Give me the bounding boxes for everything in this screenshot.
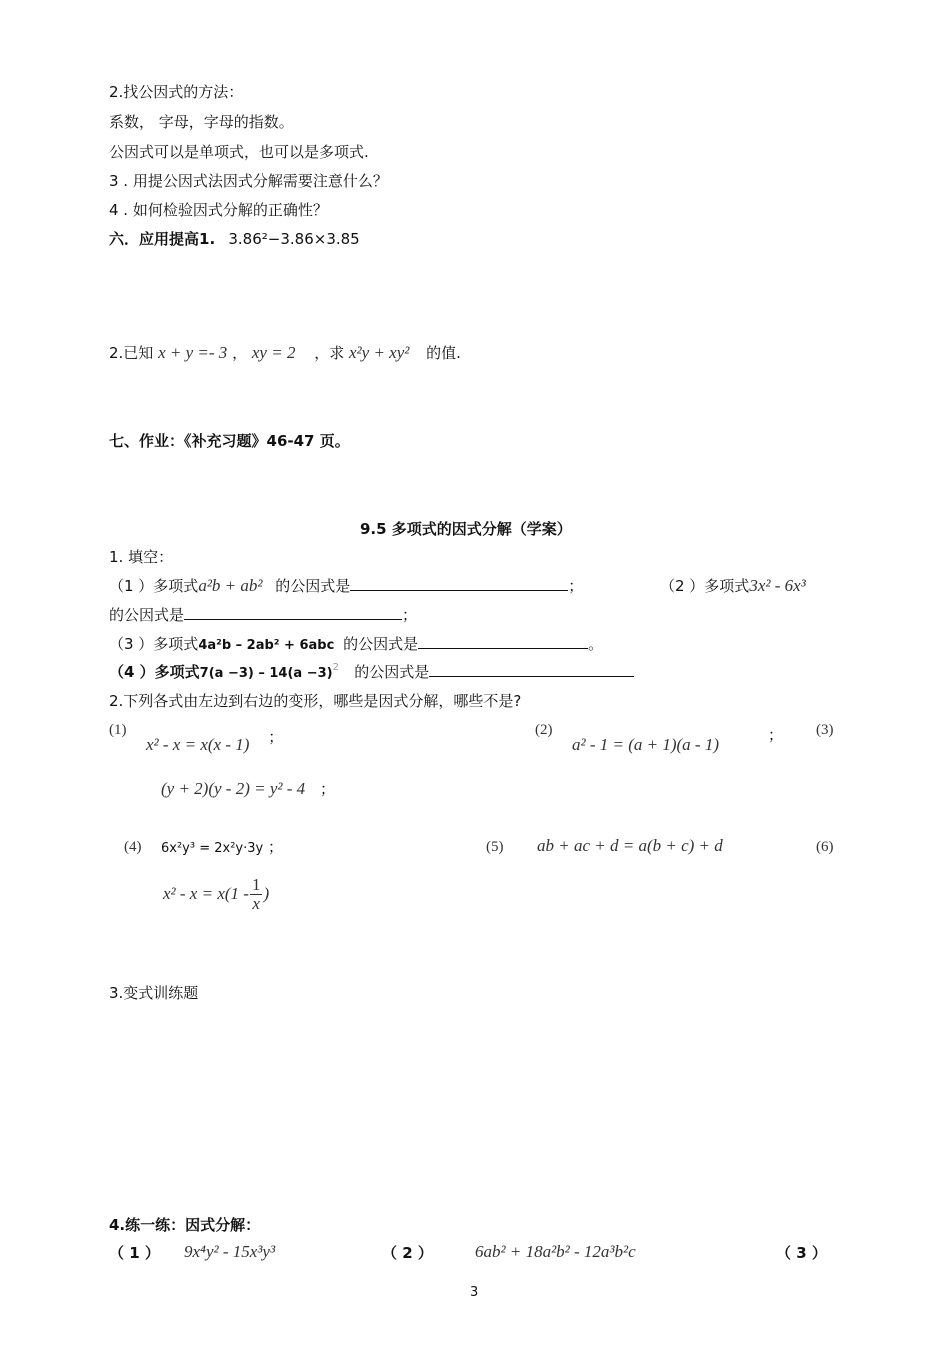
- fill-1-tail: 的公因式是: [275, 577, 351, 595]
- transform-3: [161, 779, 335, 799]
- practice-1: [184, 1242, 275, 1262]
- q2-suffix: 的值.: [426, 344, 461, 362]
- transform-6: [163, 870, 269, 918]
- transform-1-number: (1): [109, 722, 127, 738]
- fill-3-end: 。: [588, 635, 604, 653]
- transform-4-expression: 6x²y³ = 2x²y·3y: [161, 841, 264, 856]
- fill-4-label: （4 ）多项式: [109, 663, 200, 681]
- fill-3-tail: 的公因式是: [343, 635, 419, 653]
- transform-6-number: (6): [816, 839, 834, 855]
- fill-4-expression: 7(a −3) – 14(a −3): [199, 666, 333, 681]
- fill-2-expression: 3x² - 6x³: [749, 576, 806, 595]
- transform-3-number: (3): [816, 722, 834, 738]
- transform-5-number: (5): [486, 839, 504, 855]
- fill-4: （4 ）多项式$7(a -3) - 14(a -3)^2$ 的公因式是: [109, 662, 634, 684]
- q2-target: x²y + xy²: [349, 343, 410, 362]
- section-6-heading: [109, 229, 360, 249]
- fill-1-label: （1 ）多项式: [109, 577, 199, 595]
- fill-3-blank[interactable]: [418, 634, 588, 649]
- transform-4-separator: ；: [268, 838, 284, 856]
- transform-2: [572, 735, 719, 755]
- transform-heading: 2.下列各式由左边到右边的变形，哪些是因式分解，哪些不是?: [109, 692, 522, 710]
- fill-3-expression: 4a²b – 2ab² + 6abc: [198, 638, 335, 653]
- fill-1-blank[interactable]: [350, 576, 568, 591]
- practice-3-number: （ 3 ）: [776, 1244, 827, 1262]
- variant-heading: 3.变式训练题: [109, 984, 199, 1002]
- method-line-2: 公因式可以是单项式，也可以是多项式.: [109, 143, 369, 161]
- transform-3-expression: (y + 2)(y - 2) = y² - 4: [161, 779, 306, 798]
- practice-1-number: （ 1 ）: [109, 1244, 160, 1262]
- section-6-q2: 2.已知 x + y =- 3 ， xy = 2 ，求 x²y + xy² 的值.: [109, 343, 461, 362]
- fill-4-blank[interactable]: [429, 662, 634, 677]
- transform-6-denominator: x: [252, 893, 260, 913]
- transform-2-expression: a² - 1 = (a + 1)(a - 1): [572, 735, 720, 754]
- fill-1: [109, 576, 583, 596]
- method-heading: 2.找公因式的方法：: [109, 83, 244, 101]
- practice-2: [475, 1242, 636, 1262]
- question-4: 4 . 如何检验因式分解的正确性？: [109, 201, 328, 219]
- transform-2-number: (2): [535, 722, 553, 738]
- transform-5: [537, 836, 723, 856]
- section-6-q1-expression: 3.86²−3.86×3.85: [228, 230, 360, 248]
- fill-heading: 1. 填空：: [109, 548, 174, 566]
- practice-2-number: （ 2 ）: [382, 1244, 433, 1262]
- method-line-1: 系数， 字母，字母的指数。: [109, 113, 294, 131]
- worksheet-title: 9.5 多项式的因式分解（学案）: [360, 520, 572, 538]
- transform-3-separator: ；: [319, 780, 335, 798]
- practice-heading: 4.练一练：因式分解：: [109, 1216, 261, 1234]
- q2-condition-2: xy = 2: [251, 343, 296, 362]
- fill-2-separator: ；: [402, 606, 418, 624]
- fill-2-continued: [109, 605, 417, 625]
- q2-condition-1: x + y =- 3: [158, 343, 228, 362]
- transform-4: [161, 837, 283, 859]
- homework-line: 七、作业：《补充习题》46-47 页。: [109, 432, 350, 450]
- transform-1: [146, 728, 284, 755]
- transform-6-fraction: [250, 876, 263, 913]
- transform-5-expression: ab + ac + d = a(b + c) + d: [537, 836, 723, 855]
- fill-4-tail: 的公因式是: [354, 663, 430, 681]
- question-3: 3 . 用提公因式法因式分解需要注意什么？: [109, 172, 388, 190]
- transform-1-separator: ；: [268, 728, 284, 746]
- practice-1-expression: 9x⁴y² - 15x³y³: [184, 1242, 276, 1261]
- transform-6-lhs: x² - x = x(1 -: [163, 884, 249, 903]
- fill-2: [660, 576, 806, 596]
- fill-3-label: （3 ）多项式: [109, 635, 199, 653]
- page-number: 3: [470, 1285, 479, 1300]
- section-6-title: 六．应用提高1.: [109, 230, 216, 248]
- fill-1-separator: ；: [568, 577, 584, 595]
- fill-2-tail: 的公因式是: [109, 606, 185, 624]
- q2-prefix: 2.已知: [109, 344, 154, 362]
- fill-3: [109, 634, 603, 656]
- transform-6-close: ): [263, 884, 270, 903]
- transform-2-separator: ；: [768, 726, 784, 744]
- practice-2-expression: 6ab² + 18a²b² - 12a³b²c: [475, 1242, 636, 1261]
- q2-mid: ，求: [314, 344, 345, 362]
- fill-2-label: （2 ）多项式: [660, 577, 750, 595]
- transform-6-numerator: 1: [251, 874, 261, 894]
- transform-4-number: (4): [124, 839, 142, 855]
- fill-1-expression: a²b + ab²: [198, 576, 263, 595]
- fill-2-blank[interactable]: [184, 605, 402, 620]
- transform-1-expression: x² - x = x(x - 1): [146, 735, 250, 754]
